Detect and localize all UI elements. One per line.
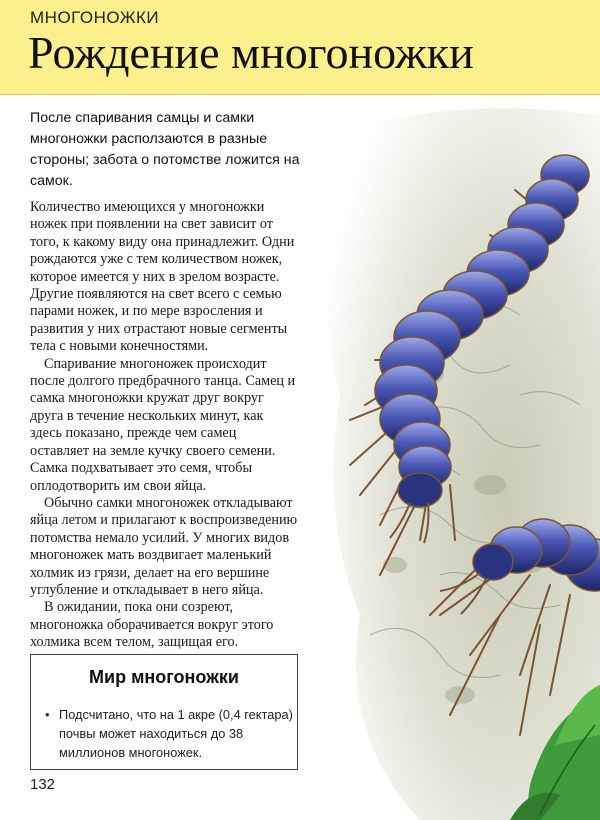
- body-text: [30, 199, 298, 652]
- body-paragraph: Количество имеющихся у многоножки ножек при появлении на свет зависит от того, к какому виду она принадлежит. Одни рождаются уже с тем количеством ножек, которое имеется у них в зрелом возрасте. Другие появляются на свет всего с семью парами ножек, и по мере взросления и развития у них отрастают новые сегменты тела с новыми конечностями.: [30, 199, 295, 355]
- page-number: 132: [30, 776, 56, 793]
- fact-item: [45, 705, 295, 762]
- body-paragraph: В ожидании, пока они созреют, многоножка оборачивается вокруг этого холмика всем телом, защищая его.: [30, 599, 274, 651]
- fact-box-title: Мир многоножки: [89, 667, 239, 687]
- section-category: МНОГОНОЖКИ: [30, 8, 160, 27]
- bullet-icon: •: [45, 707, 50, 722]
- page-header: [0, 0, 600, 95]
- body-paragraph: Обычно самки многоножек откладывают яйца летом и прилагают к воспроизведению потомства немало усилий. У многих видов многоножек мать воздвигает маленький холмик из грязи, делает на его вершине углубление и откладывает в него яйца.: [30, 494, 298, 598]
- page-title: Рождение многоножки: [28, 27, 474, 78]
- millipede-illustration: [300, 95, 600, 820]
- fact-text: Подсчитано, что на 1 акре (0,4 гектара) почвы может находиться до 38 миллионов многоножек.: [59, 707, 293, 760]
- lead-paragraph: После спаривания самцы и самки многоножки расползаются в разные стороны; забота о потомстве ложится на самок.: [30, 110, 300, 189]
- fact-box: [30, 654, 298, 770]
- body-paragraph: Спаривание многоножек происходит после долгого предбрачного танца. Самец и самка многоножки кружат друг вокруг друга в течение нескольких минут, как здесь показано, прежде чем самец оставляет на земле кучку своего семени. Самка подхватывает это семя, чтобы оплодотворить им свои яйца.: [30, 355, 296, 494]
